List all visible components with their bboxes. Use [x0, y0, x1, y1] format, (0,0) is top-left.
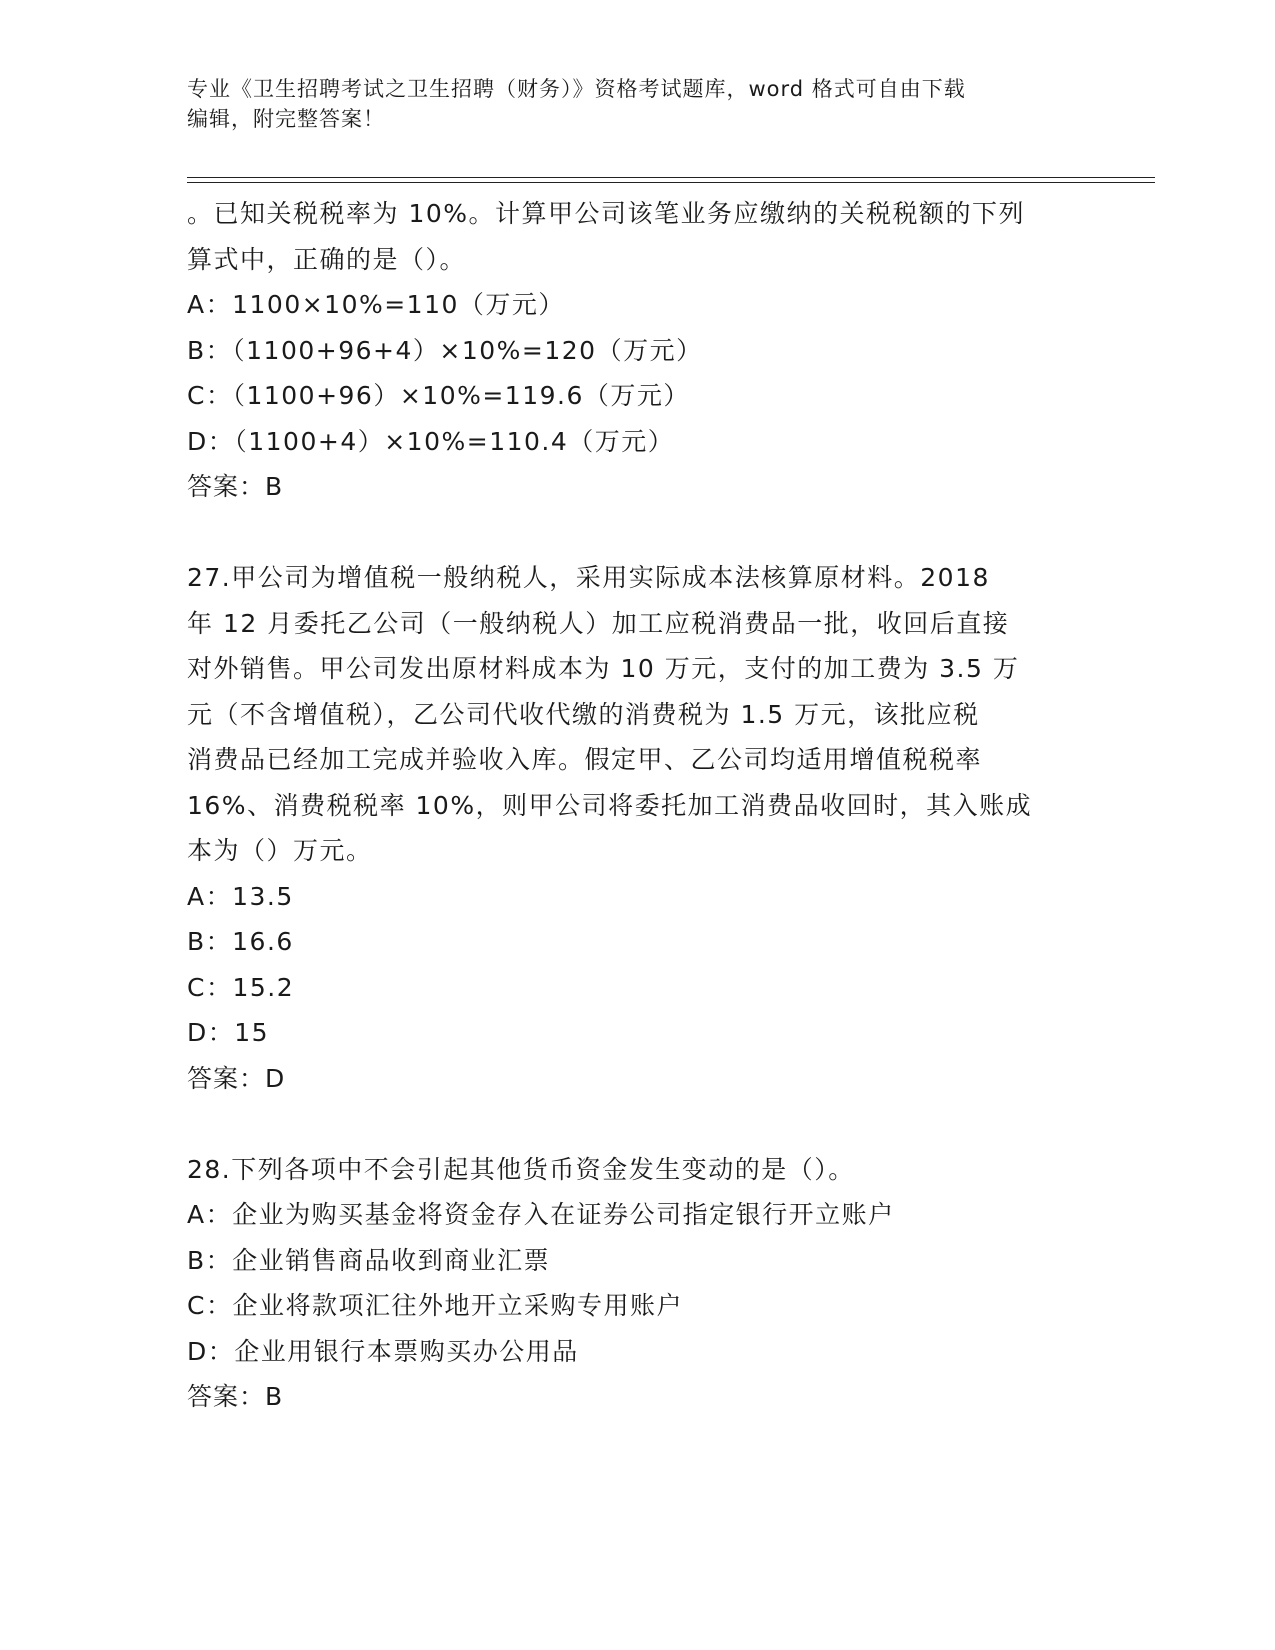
question-block-27 [187, 555, 1087, 1101]
question-text: 消费品已经加工完成并验收入库。假定甲、乙公司均适用增值税税率 [187, 745, 983, 774]
question-text: 元（不含增值税），乙公司代收代缴的消费税为 1.5 万元，该批应税 [187, 699, 980, 729]
question-block-26 [187, 191, 1087, 510]
option-b: B：（1100+96+4）×10%=120（万元） [187, 335, 703, 365]
option-d: D：企业用银行本票购买办公用品 [187, 1336, 579, 1366]
document-header [187, 74, 1087, 134]
answer-label: 答案：B [187, 1382, 284, 1411]
question-text: 。已知关税税率为 10%。计算甲公司该笔业务应缴纳的关税税额的下列 [187, 199, 1026, 228]
option-a: A：13.5 [187, 881, 294, 911]
question-text: 16%、消费税税率 10%，则甲公司将委托加工消费品收回时，其入账成 [187, 790, 1033, 820]
question-text: 年 12 月委托乙公司（一般纳税人）加工应税消费品一批，收回后直接 [187, 608, 1010, 638]
header-line: 专业《卫生招聘考试之卫生招聘（财务）》资格考试题库，word 格式可自由下载 [187, 77, 966, 101]
question-content [187, 191, 1087, 1420]
question-text: 算式中，正确的是（）。 [187, 244, 467, 274]
spacer [187, 510, 1087, 556]
question-text: 本为（）万元。 [187, 836, 373, 865]
spacer [187, 1101, 1087, 1147]
question-text: 对外销售。甲公司发出原材料成本为 10 万元，支付的加工费为 3.5 万 [187, 654, 1020, 683]
option-b: B：16.6 [187, 927, 294, 956]
header-divider [187, 177, 1155, 178]
header-line: 编辑，附完整答案！ [187, 107, 385, 131]
answer-label: 答案：B [187, 472, 284, 501]
option-d: D：15 [187, 1018, 270, 1047]
option-b: B：企业销售商品收到商业汇票 [187, 1245, 551, 1275]
answer-label: 答案：D [187, 1063, 286, 1093]
question-text: 27.甲公司为增值税一般纳税人，采用实际成本法核算原材料。2018 [187, 563, 990, 592]
question-block-28 [187, 1147, 1087, 1420]
option-c: C：15.2 [187, 972, 295, 1002]
option-a: A：企业为购买基金将资金存入在证券公司指定银行开立账户 [187, 1200, 895, 1229]
option-a: A：1100×10%=110（万元） [187, 290, 565, 319]
option-d: D：（1100+4）×10%=110.4（万元） [187, 426, 675, 456]
header-divider [187, 182, 1155, 183]
question-text: 28.下列各项中不会引起其他货币资金发生变动的是（）。 [187, 1154, 855, 1184]
option-c: C：（1100+96）×10%=119.6（万元） [187, 381, 690, 410]
option-c: C：企业将款项汇往外地开立采购专用账户 [187, 1291, 683, 1320]
